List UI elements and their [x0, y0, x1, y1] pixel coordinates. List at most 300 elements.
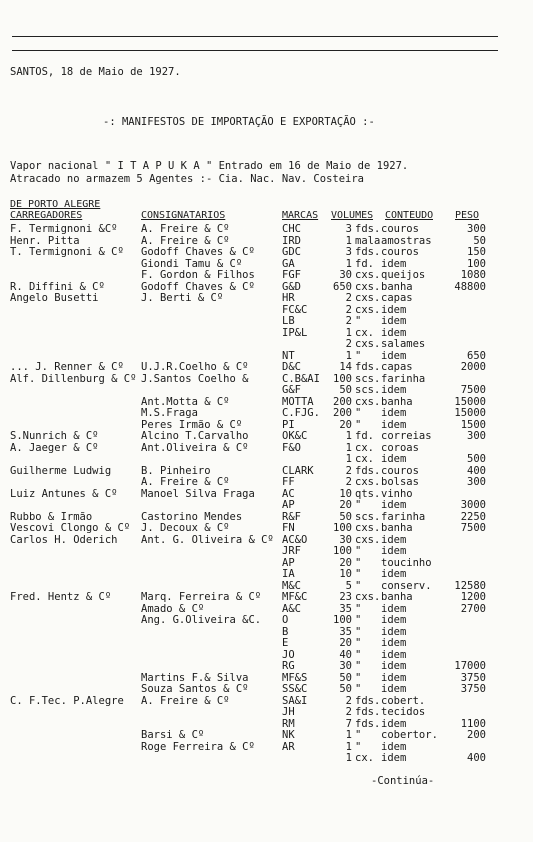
table-row — [0, 741, 533, 753]
qty-cell: 2 — [345, 292, 352, 304]
weight-cell: 300 — [467, 223, 486, 235]
qty-cell: 50 — [339, 384, 352, 396]
dateline: SANTOS, 18 de Maio de 1927. — [10, 66, 181, 78]
contents-cell: idem — [381, 648, 407, 661]
shipper-cell: S.Nunrich & Cº — [10, 430, 99, 442]
qty-cell: 50 — [339, 683, 352, 695]
consignee-cell: Amado & Cº — [141, 602, 205, 615]
package-cell: " — [355, 418, 362, 431]
qty-cell: 30 — [339, 533, 352, 546]
weight-cell: 15000 — [454, 395, 486, 408]
table-row — [0, 407, 533, 419]
mark-cell: E — [282, 637, 289, 649]
shipper-cell: ... J. Renner & Cº — [10, 361, 124, 373]
table-row — [0, 603, 533, 615]
table-row — [0, 511, 533, 523]
weight-cell: 48800 — [454, 280, 486, 293]
shipper-cell: T. Termignoni & Cº — [10, 246, 124, 258]
contents-cell: conserv. — [381, 579, 432, 592]
consignee-cell: M.S.Fraga — [141, 407, 198, 419]
package-cell: cx. — [355, 326, 374, 339]
consignee-cell: J. Decoux & Cº — [141, 522, 230, 534]
consignee-cell: Castorino Mendes — [141, 510, 243, 523]
contents-cell: vinho — [381, 487, 413, 500]
qty-cell: 2 — [345, 303, 352, 316]
qty-cell: 30 — [339, 269, 352, 281]
weight-cell: 3000 — [460, 499, 486, 511]
package-cell: " — [355, 648, 362, 661]
package-cell: cxs. — [355, 338, 381, 350]
contents-cell: idem — [381, 752, 407, 764]
mark-cell: RG — [282, 660, 295, 672]
mark-cell: CLARK — [282, 464, 314, 477]
qty-cell: 100 — [333, 614, 352, 626]
package-cell: scs. — [355, 510, 381, 523]
qty-cell: 5 — [345, 579, 352, 592]
qty-cell: 20 — [339, 637, 352, 649]
mark-cell: C.B&AI — [282, 372, 320, 385]
package-cell: " — [355, 556, 362, 569]
package-cell: " — [355, 671, 362, 684]
qty-cell: 100 — [333, 372, 352, 385]
mark-cell: SS&C — [282, 683, 308, 695]
table-row — [0, 545, 533, 557]
contents-cell: tecidos — [381, 706, 426, 718]
table-row — [0, 246, 533, 258]
contents-cell: farinha — [381, 372, 426, 385]
weight-cell: 3750 — [460, 671, 486, 684]
qty-cell: 1 — [345, 257, 352, 270]
mark-cell: GDC — [282, 246, 301, 258]
package-cell: " — [355, 499, 362, 511]
col-mark: MARCAS — [282, 210, 319, 221]
consignee-cell: Giondi Tamu & Cº — [141, 257, 243, 270]
qty-cell: 2 — [345, 706, 352, 718]
package-cell: cx. — [355, 441, 374, 454]
mark-cell: HR — [282, 292, 295, 304]
contents-cell: idem — [381, 384, 407, 396]
mark-cell: R&F — [282, 510, 301, 523]
vessel-line: Vapor nacional " I T A P U K A " Entrado em 16 de Maio de 1927. — [10, 160, 409, 172]
consignee-cell: Souza Santos & Cº — [141, 683, 249, 695]
qty-cell: 200 — [333, 395, 352, 408]
mark-cell: OK&C — [282, 430, 308, 442]
package-cell: cxs. — [355, 476, 381, 488]
table-row — [0, 235, 533, 247]
package-cell: cxs. — [355, 395, 381, 408]
weight-cell: 300 — [467, 476, 486, 488]
contents-cell: idem — [381, 303, 407, 316]
consignee-cell: J.Santos Coelho & — [141, 372, 249, 385]
mark-cell: IP&L — [282, 326, 308, 339]
consignee-cell: Ant.Motta & Cº — [141, 395, 230, 408]
mark-cell: FGF — [282, 269, 301, 281]
consignee-cell: U.J.R.Coelho & Cº — [141, 361, 249, 373]
table-row — [0, 614, 533, 626]
mark-cell: IRD — [282, 234, 301, 247]
qty-cell: 100 — [333, 522, 352, 534]
weight-cell: 400 — [467, 752, 486, 764]
shipper-cell: F. Termignoni &Cº — [10, 223, 118, 235]
table-row — [0, 361, 533, 373]
contents-cell: idem — [381, 602, 407, 615]
mark-cell: B — [282, 625, 289, 638]
weight-cell: 1500 — [460, 418, 486, 431]
qty-cell: 200 — [333, 407, 352, 419]
contents-cell: farinha — [381, 510, 426, 523]
package-cell: cxs. — [355, 522, 381, 534]
contents-cell: idem — [381, 326, 407, 339]
mark-cell: M&C — [282, 579, 301, 592]
contents-cell: idem — [381, 568, 407, 580]
berth-line: Atracado no armazem 5 Agentes :- Cia. Nac. Nav. Costeira — [10, 173, 365, 185]
mark-cell: O — [282, 614, 289, 626]
mark-cell: NK — [282, 729, 295, 741]
col-contents: CONTEUDO — [385, 210, 434, 221]
table-row — [0, 729, 533, 741]
consignee-cell: Godoff Chaves & Cº — [141, 246, 255, 258]
package-cell: " — [355, 545, 362, 557]
consignee-cell: Ang. G.Oliveira &C. — [141, 614, 262, 626]
col-weight: PESO — [455, 210, 480, 221]
package-cell: cxs. — [355, 303, 381, 316]
table-row — [0, 649, 533, 661]
mark-cell: AC&O — [282, 533, 308, 546]
contents-cell: salames — [381, 338, 426, 350]
qty-cell: 1 — [345, 752, 352, 764]
table-row — [0, 557, 533, 569]
mark-cell: JH — [282, 706, 295, 718]
weight-cell: 7500 — [460, 384, 486, 396]
consignee-cell: J. Berti & Cº — [141, 292, 224, 304]
qty-cell: 50 — [339, 671, 352, 684]
table-row — [0, 522, 533, 534]
mark-cell: GA — [282, 257, 295, 270]
package-cell: fds. — [355, 246, 381, 258]
qty-cell: 7 — [345, 717, 352, 730]
contents-cell: cobert. — [381, 694, 426, 707]
table-row — [0, 327, 533, 339]
package-cell: " — [355, 729, 362, 741]
qty-cell: 2 — [345, 315, 352, 327]
document-title: -: MANIFESTOS DE IMPORTAÇÃO E EXPORTAÇÃO :- — [103, 116, 375, 128]
mark-cell: AP — [282, 499, 295, 511]
consignee-cell: Roge Ferreira & Cº — [141, 740, 255, 753]
consignee-cell: A. Freire & Cº — [141, 694, 230, 707]
contents-cell: idem — [381, 453, 407, 465]
contents-cell: idem — [381, 545, 407, 557]
col-shipper: CARREGADORES — [10, 210, 83, 221]
package-cell: fds. — [355, 361, 381, 373]
contents-cell: bolsas — [381, 476, 419, 488]
qty-cell: 3 — [345, 246, 352, 258]
qty-cell: 1 — [345, 349, 352, 362]
consignee-cell: Peres Irmão & Cº — [141, 418, 243, 431]
table-row — [0, 373, 533, 385]
table-row — [0, 637, 533, 649]
consignee-cell: Ant.Oliveira & Cº — [141, 441, 249, 454]
qty-cell: 20 — [339, 556, 352, 569]
table-row — [0, 223, 533, 235]
qty-cell: 1 — [345, 430, 352, 442]
qty-cell: 1 — [345, 326, 352, 339]
package-cell: " — [355, 568, 362, 580]
package-cell: " — [355, 683, 362, 695]
contents-cell: idem — [381, 407, 407, 419]
shipper-cell: Carlos H. Oderich — [10, 533, 118, 546]
col-consignee: CONSIGNATARIOS — [141, 210, 226, 221]
contents-cell: amostras — [381, 234, 432, 247]
shipper-cell: Luiz Antunes & Cº — [10, 487, 118, 500]
table-row — [0, 695, 533, 707]
package-cell: cxs. — [355, 591, 381, 603]
weight-cell: 100 — [467, 257, 486, 270]
table-row — [0, 660, 533, 672]
table-row — [0, 430, 533, 442]
qty-cell: 10 — [339, 487, 352, 500]
package-cell: " — [355, 660, 362, 672]
consignee-cell: A. Freire & Cº — [141, 223, 230, 235]
contents-cell: banha — [381, 280, 413, 293]
consignee-cell: Godoff Chaves & Cº — [141, 280, 255, 293]
qty-cell: 1 — [345, 234, 352, 247]
weight-cell: 3750 — [460, 683, 486, 695]
package-cell: " — [355, 579, 362, 592]
mark-cell: MOTTA — [282, 395, 314, 408]
table-row — [0, 338, 533, 350]
package-cell: cxs. — [355, 292, 381, 304]
package-cell: scs. — [355, 384, 381, 396]
shipper-cell: Fred. Hentz & Cº — [10, 591, 112, 603]
consignee-cell: B. Pinheiro — [141, 464, 211, 477]
package-cell: " — [355, 315, 362, 327]
qty-cell: 30 — [339, 660, 352, 672]
weight-cell: 2000 — [460, 361, 486, 373]
package-cell: fd. — [355, 257, 374, 270]
contents-cell: idem — [381, 637, 407, 649]
qty-cell: 1 — [345, 729, 352, 741]
shipper-cell: Alf. Dillenburg & Cº — [10, 372, 137, 385]
qty-cell: 20 — [339, 418, 352, 431]
shipper-cell: Angelo Busetti — [10, 292, 99, 304]
qty-cell: 50 — [339, 510, 352, 523]
weight-cell: 15000 — [454, 407, 486, 419]
mark-cell: D&C — [282, 361, 301, 373]
consignee-cell: A. Freire & Cº — [141, 476, 230, 488]
consignee-cell: Alcino T.Carvalho — [141, 430, 249, 442]
package-cell: " — [355, 407, 362, 419]
package-cell: fd. — [355, 430, 374, 442]
mark-cell: FC&C — [282, 303, 308, 316]
contents-cell: capas — [381, 292, 413, 304]
package-cell: cxs. — [355, 280, 381, 293]
weight-cell: 150 — [467, 246, 486, 258]
qty-cell: 1 — [345, 453, 352, 465]
table-row — [0, 453, 533, 465]
qty-cell: 14 — [339, 361, 352, 373]
weight-cell: 7500 — [460, 522, 486, 534]
qty-cell: 650 — [333, 280, 352, 293]
contents-cell: idem — [381, 625, 407, 638]
table-row — [0, 488, 533, 500]
weight-cell: 200 — [467, 729, 486, 741]
qty-cell: 2 — [345, 694, 352, 707]
qty-cell: 1 — [345, 441, 352, 454]
contents-cell: idem — [381, 717, 407, 730]
mark-cell: G&D — [282, 280, 301, 293]
shipper-cell: Guilherme Ludwig — [10, 464, 112, 477]
package-cell: fds. — [355, 706, 381, 718]
qty-cell: 10 — [339, 568, 352, 580]
weight-cell: 50 — [473, 234, 486, 247]
consignee-cell: Barsi & Cº — [141, 729, 205, 741]
contents-cell: toucinho — [381, 556, 432, 569]
package-cell: " — [355, 740, 362, 753]
contents-cell: idem — [381, 315, 407, 327]
consignee-cell: Manoel Silva Fraga — [141, 487, 255, 500]
package-cell: " — [355, 602, 362, 615]
table-row — [0, 465, 533, 477]
mark-cell: FF — [282, 476, 295, 488]
package-cell: " — [355, 625, 362, 638]
package-cell: fds. — [355, 694, 381, 707]
weight-cell: 400 — [467, 464, 486, 477]
mark-cell: A&C — [282, 602, 301, 615]
contents-cell: correias — [381, 430, 432, 442]
weight-cell: 2250 — [460, 510, 486, 523]
weight-cell: 1080 — [460, 269, 486, 281]
table-row — [0, 591, 533, 603]
table-row — [0, 396, 533, 408]
mark-cell: IA — [282, 568, 295, 580]
contents-cell: couros — [381, 246, 419, 258]
table-row — [0, 292, 533, 304]
weight-cell: 17000 — [454, 660, 486, 672]
qty-cell: 2 — [345, 464, 352, 477]
contents-cell: idem — [381, 499, 407, 511]
mark-cell: RM — [282, 717, 295, 730]
qty-cell: 40 — [339, 648, 352, 661]
contents-cell: idem — [381, 257, 407, 270]
mark-cell: CHC — [282, 223, 301, 235]
package-cell: cxs. — [355, 533, 381, 546]
weight-cell: 650 — [467, 349, 486, 362]
shipper-cell: Henr. Pitta — [10, 234, 80, 247]
package-cell: cx. — [355, 752, 374, 764]
continues-note: -Continúa- — [371, 775, 435, 787]
shipper-cell: R. Diffini & Cº — [10, 280, 105, 293]
mark-cell: JO — [282, 648, 295, 661]
qty-cell: 3 — [345, 223, 352, 235]
mark-cell: C.FJG. — [282, 407, 320, 419]
package-cell: qts. — [355, 487, 381, 500]
table-row — [0, 304, 533, 316]
table-row — [0, 706, 533, 718]
contents-cell: idem — [381, 740, 407, 753]
weight-cell: 2700 — [460, 602, 486, 615]
package-cell: scs. — [355, 372, 381, 385]
consignee-cell: Martins F.& Silva — [141, 671, 249, 684]
contents-cell: queijos — [381, 269, 426, 281]
mark-cell: F&O — [282, 441, 301, 454]
package-cell: fds. — [355, 223, 381, 235]
table-row — [0, 580, 533, 592]
table-row — [0, 626, 533, 638]
shipper-cell: Rubbo & Irmão — [10, 510, 93, 523]
package-cell: " — [355, 349, 362, 362]
mark-cell: SA&I — [282, 694, 308, 707]
contents-cell: banha — [381, 591, 413, 603]
weight-cell: 1200 — [460, 591, 486, 603]
table-row — [0, 672, 533, 684]
package-cell: cxs. — [355, 269, 381, 281]
contents-cell: banha — [381, 522, 413, 534]
package-cell: " — [355, 637, 362, 649]
origin-heading: DE PORTO ALEGRE — [10, 199, 101, 210]
table-row — [0, 315, 533, 327]
qty-cell: 35 — [339, 602, 352, 615]
weight-cell: 300 — [467, 430, 486, 442]
contents-cell: capas — [381, 361, 413, 373]
table-row — [0, 534, 533, 546]
qty-cell: 2 — [345, 338, 352, 350]
qty-cell: 35 — [339, 625, 352, 638]
table-row — [0, 499, 533, 511]
table-row — [0, 384, 533, 396]
contents-cell: coroas — [381, 441, 419, 454]
mark-cell: AP — [282, 556, 295, 569]
table-row — [0, 718, 533, 730]
table-row — [0, 442, 533, 454]
contents-cell: cobertor. — [381, 729, 438, 741]
contents-cell: idem — [381, 614, 407, 626]
mark-cell: LB — [282, 315, 295, 327]
table-row — [0, 568, 533, 580]
contents-cell: idem — [381, 349, 407, 362]
contents-cell: idem — [381, 660, 407, 672]
mark-cell: AC — [282, 487, 295, 500]
contents-cell: idem — [381, 533, 407, 546]
mark-cell: MF&C — [282, 591, 308, 603]
weight-cell: 500 — [467, 453, 486, 465]
table-row — [0, 683, 533, 695]
contents-cell: couros — [381, 223, 419, 235]
table-row — [0, 258, 533, 270]
table-row — [0, 281, 533, 293]
weight-cell: 12580 — [454, 579, 486, 592]
consignee-cell: A. Freire & Cº — [141, 234, 230, 247]
consignee-cell: Marq. Ferreira & Cº — [141, 591, 262, 603]
weight-cell: 1100 — [460, 717, 486, 730]
contents-cell: couros — [381, 464, 419, 477]
qty-cell: 23 — [339, 591, 352, 603]
package-cell: fds. — [355, 464, 381, 477]
mark-cell: FN — [282, 522, 295, 534]
mark-cell: NT — [282, 349, 295, 362]
shipper-cell: A. Jaeger & Cº — [10, 441, 99, 454]
col-qty: VOLUMES — [331, 210, 374, 221]
qty-cell: 20 — [339, 499, 352, 511]
contents-cell: idem — [381, 671, 407, 684]
qty-cell: 2 — [345, 476, 352, 488]
package-cell: mala — [355, 234, 381, 247]
table-row — [0, 419, 533, 431]
consignee-cell: Ant. G. Oliveira & Cº — [141, 533, 274, 546]
package-cell: fds. — [355, 717, 381, 730]
table-row — [0, 752, 533, 764]
table-row — [0, 350, 533, 362]
mark-cell: AR — [282, 740, 295, 753]
